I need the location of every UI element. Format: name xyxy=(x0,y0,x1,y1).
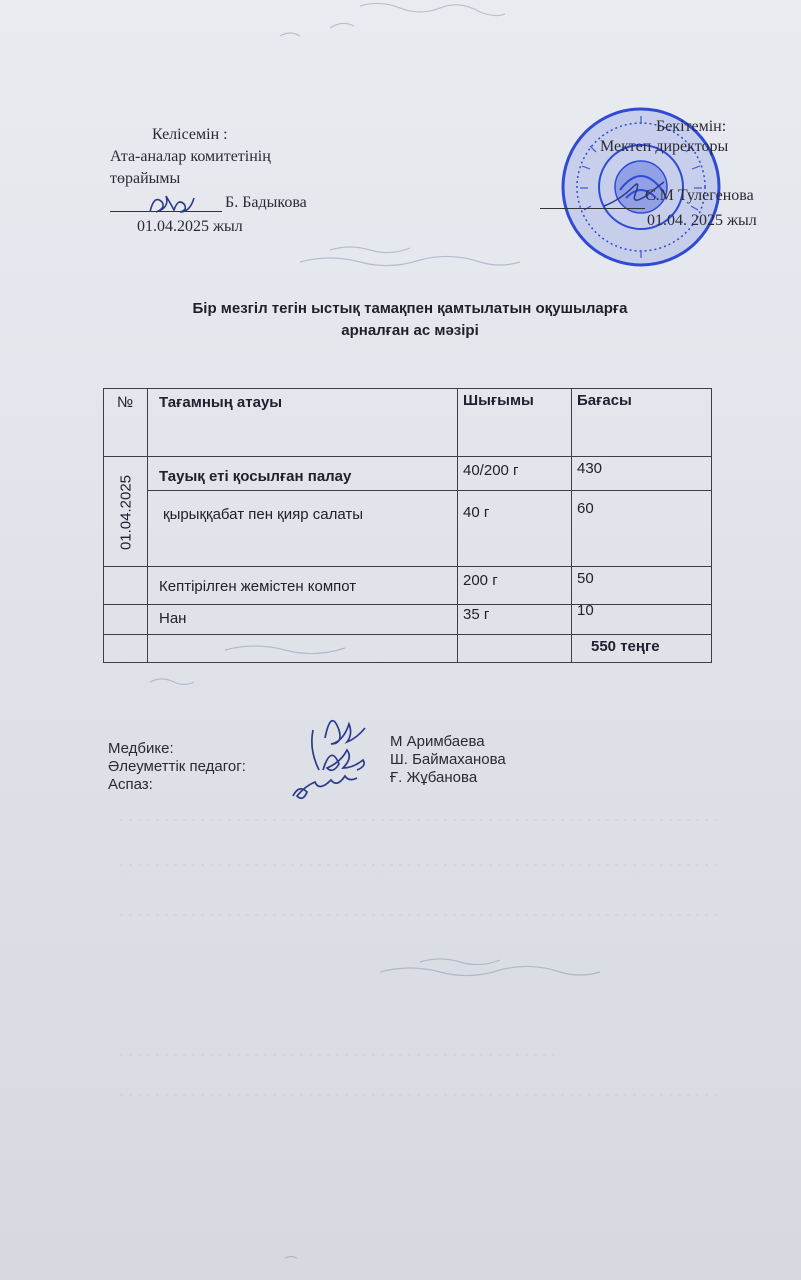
staff-signatures xyxy=(285,700,395,810)
document-title-line1: Бір мезгіл тегін ыстық тамақпен қамтылатын оқушыларға xyxy=(192,300,628,317)
row4-yield: 35 г xyxy=(463,606,490,623)
row3-name: Кептірілген жемістен компот xyxy=(159,578,357,595)
staff-names xyxy=(390,733,506,787)
row2-price: 60 xyxy=(577,500,594,517)
approval-right-role: Мектеп директоры xyxy=(600,138,729,155)
total-price: 550 теңге xyxy=(591,638,660,655)
row1-name: Тауық еті қосылған палау xyxy=(159,468,352,485)
approval-right-date: 01.04. 2025 жыл xyxy=(647,212,757,229)
staff-name-social-pedagogue: Ш. Баймаханова xyxy=(390,751,506,768)
row1-yield: 40/200 г xyxy=(463,462,519,479)
row1-price: 430 xyxy=(577,460,603,477)
row3-price: 50 xyxy=(577,570,594,587)
approval-left-signature xyxy=(140,186,210,220)
document-title xyxy=(150,298,670,342)
table-border-row1 xyxy=(147,490,712,491)
menu-table xyxy=(103,382,712,678)
document-title-line2: арналған ас мәзірі xyxy=(341,322,479,339)
header-name: Тағамның атауы xyxy=(159,394,283,411)
header-yield: Шығымы xyxy=(463,392,534,409)
staff-name-nurse: М Аримбаева xyxy=(390,733,485,750)
approval-left-role-line2: төрайымы xyxy=(110,170,181,187)
table-col-sep3 xyxy=(571,388,572,663)
table-border-row4 xyxy=(103,634,712,635)
header-num: № xyxy=(117,394,134,411)
staff-roles xyxy=(108,740,246,794)
row2-name: қырыққабат пен қияр салаты xyxy=(163,506,363,523)
table-col-sep1 xyxy=(147,388,148,663)
table-border-left xyxy=(103,388,104,663)
table-border-header xyxy=(103,456,712,457)
row3-yield: 200 г xyxy=(463,572,498,589)
date-label: 01.04.2025 xyxy=(117,474,135,551)
table-border-top xyxy=(103,388,712,389)
staff-role-social-pedagogue: Әлеуметтік педагог: xyxy=(108,758,246,775)
approval-right-title: Бекітемін: xyxy=(656,118,727,135)
approval-left-role-line1: Ата-аналар комитетінің xyxy=(110,148,271,165)
table-border-row2 xyxy=(103,566,712,567)
approval-left-title: Келісемін : xyxy=(152,126,228,143)
row4-name: Нан xyxy=(159,610,187,627)
row2-yield: 40 г xyxy=(463,504,490,521)
table-border-right xyxy=(711,388,712,663)
approval-left-date: 01.04.2025 жыл xyxy=(137,218,243,235)
staff-name-cook: Ғ. Жұбанова xyxy=(390,769,478,786)
table-border-row3 xyxy=(103,604,712,605)
staff-role-cook: Аспаз: xyxy=(108,776,153,793)
staff-role-nurse: Медбике: xyxy=(108,740,174,757)
row4-price: 10 xyxy=(577,602,594,619)
table-border-bottom xyxy=(103,662,712,663)
header-price: Бағасы xyxy=(577,392,632,409)
approval-left-name: Б. Бадыкова xyxy=(225,194,307,211)
table-col-sep2 xyxy=(457,388,458,663)
approval-right-name: С.М Тулегенова xyxy=(645,187,754,204)
